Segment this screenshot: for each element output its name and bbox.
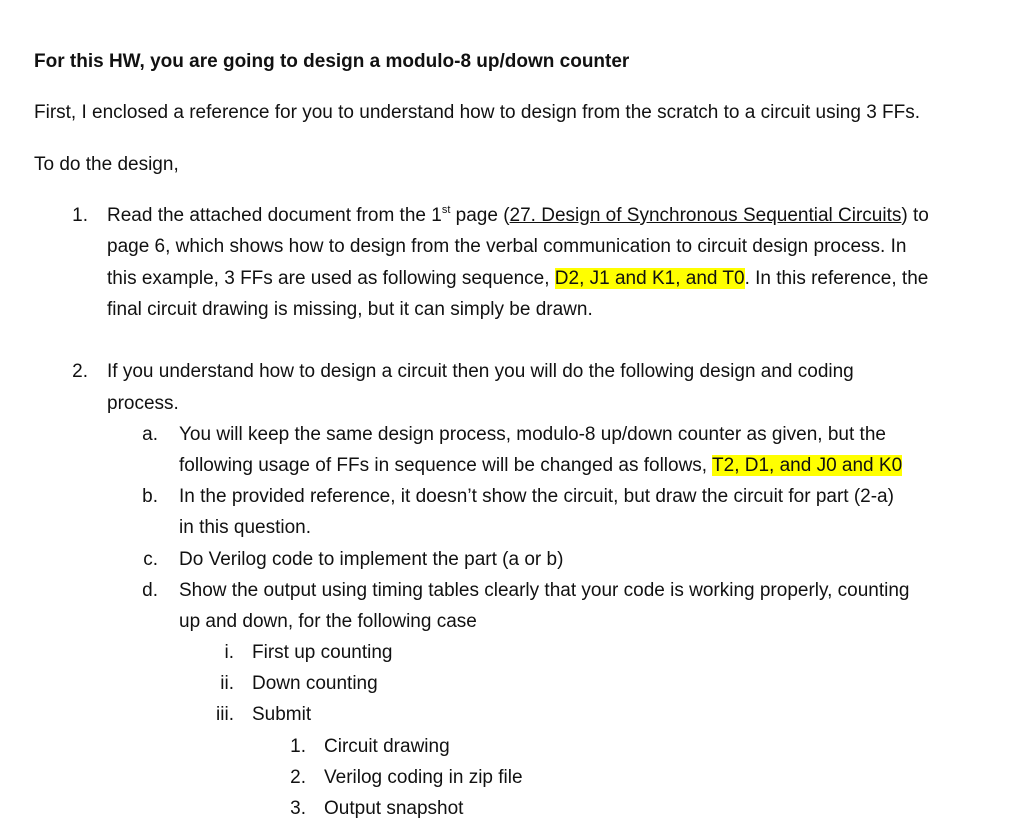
item1-text: this example, 3 FFs are used as following sequence, — [107, 268, 555, 289]
list-item: Submit — [252, 704, 312, 725]
highlighted-ff-sequence: D2, J1 and K1, and T0 — [554, 268, 745, 289]
list-item: Down counting — [252, 673, 378, 694]
intro-paragraph: First, I enclosed a reference for you to understand how to design from the scratch to a circuit using 3 FFs. — [34, 102, 921, 123]
list-marker-2: 2. — [72, 361, 88, 382]
list-marker-b: b. — [142, 486, 158, 507]
reference-link: 27. Design of Synchronous Sequential Circuits — [509, 205, 902, 226]
list-marker-a: a. — [142, 424, 158, 445]
item1-superscript: st — [441, 203, 451, 216]
item2d-line2: up and down, for the following case — [179, 611, 477, 632]
item2b-line1: In the provided reference, it doesn’t show the circuit, but draw the circuit for part (2-a) — [179, 486, 894, 507]
list-marker-i: i. — [224, 642, 234, 663]
list-item: Circuit drawing — [324, 736, 450, 757]
list-item: Verilog coding in zip file — [324, 767, 523, 788]
item1-line2: page 6, which shows how to design from the verbal communication to circuit design process. In — [107, 236, 907, 257]
item2b-line2: in this question. — [179, 517, 312, 538]
list-marker-ii: ii. — [220, 673, 234, 694]
item2-line1: If you understand how to design a circuit then you will do the following design and coding — [107, 361, 854, 382]
item1-line3 — [107, 267, 928, 291]
list-marker-submit-2: 2. — [290, 767, 306, 788]
item1-line4: final circuit drawing is missing, but it can simply be drawn. — [107, 299, 593, 320]
item2d-line1: Show the output using timing tables clearly that your code is working properly, counting — [179, 580, 910, 601]
item1-text: Read the attached document from the 1 — [107, 205, 442, 226]
list-item: Output snapshot — [324, 798, 464, 819]
list-item: First up counting — [252, 642, 393, 663]
list-marker-c: c. — [143, 549, 158, 570]
list-marker-d: d. — [142, 580, 158, 601]
highlighted-new-ff-sequence: T2, D1, and J0 and K0 — [712, 455, 903, 476]
list-marker-1: 1. — [72, 205, 88, 226]
page-title: For this HW, you are going to design a modulo-8 up/down counter — [34, 51, 630, 72]
item1-text: ) to — [901, 205, 929, 226]
lead-paragraph: To do the design, — [34, 154, 179, 175]
item2c-line1: Do Verilog code to implement the part (a or b) — [179, 549, 564, 570]
list-marker-submit-3: 3. — [290, 798, 306, 819]
item2a-text: following usage of FFs in sequence will be changed as follows, — [179, 455, 713, 476]
item2a-line2 — [179, 454, 902, 478]
item1-line1 — [107, 204, 929, 228]
item2a-line1: You will keep the same design process, modulo-8 up/down counter as given, but the — [179, 424, 886, 445]
item1-text: . In this reference, the — [744, 268, 929, 289]
item2-line2: process. — [107, 393, 179, 414]
item1-text: page ( — [450, 205, 510, 226]
list-marker-iii: iii. — [216, 704, 234, 725]
list-marker-submit-1: 1. — [290, 736, 306, 757]
